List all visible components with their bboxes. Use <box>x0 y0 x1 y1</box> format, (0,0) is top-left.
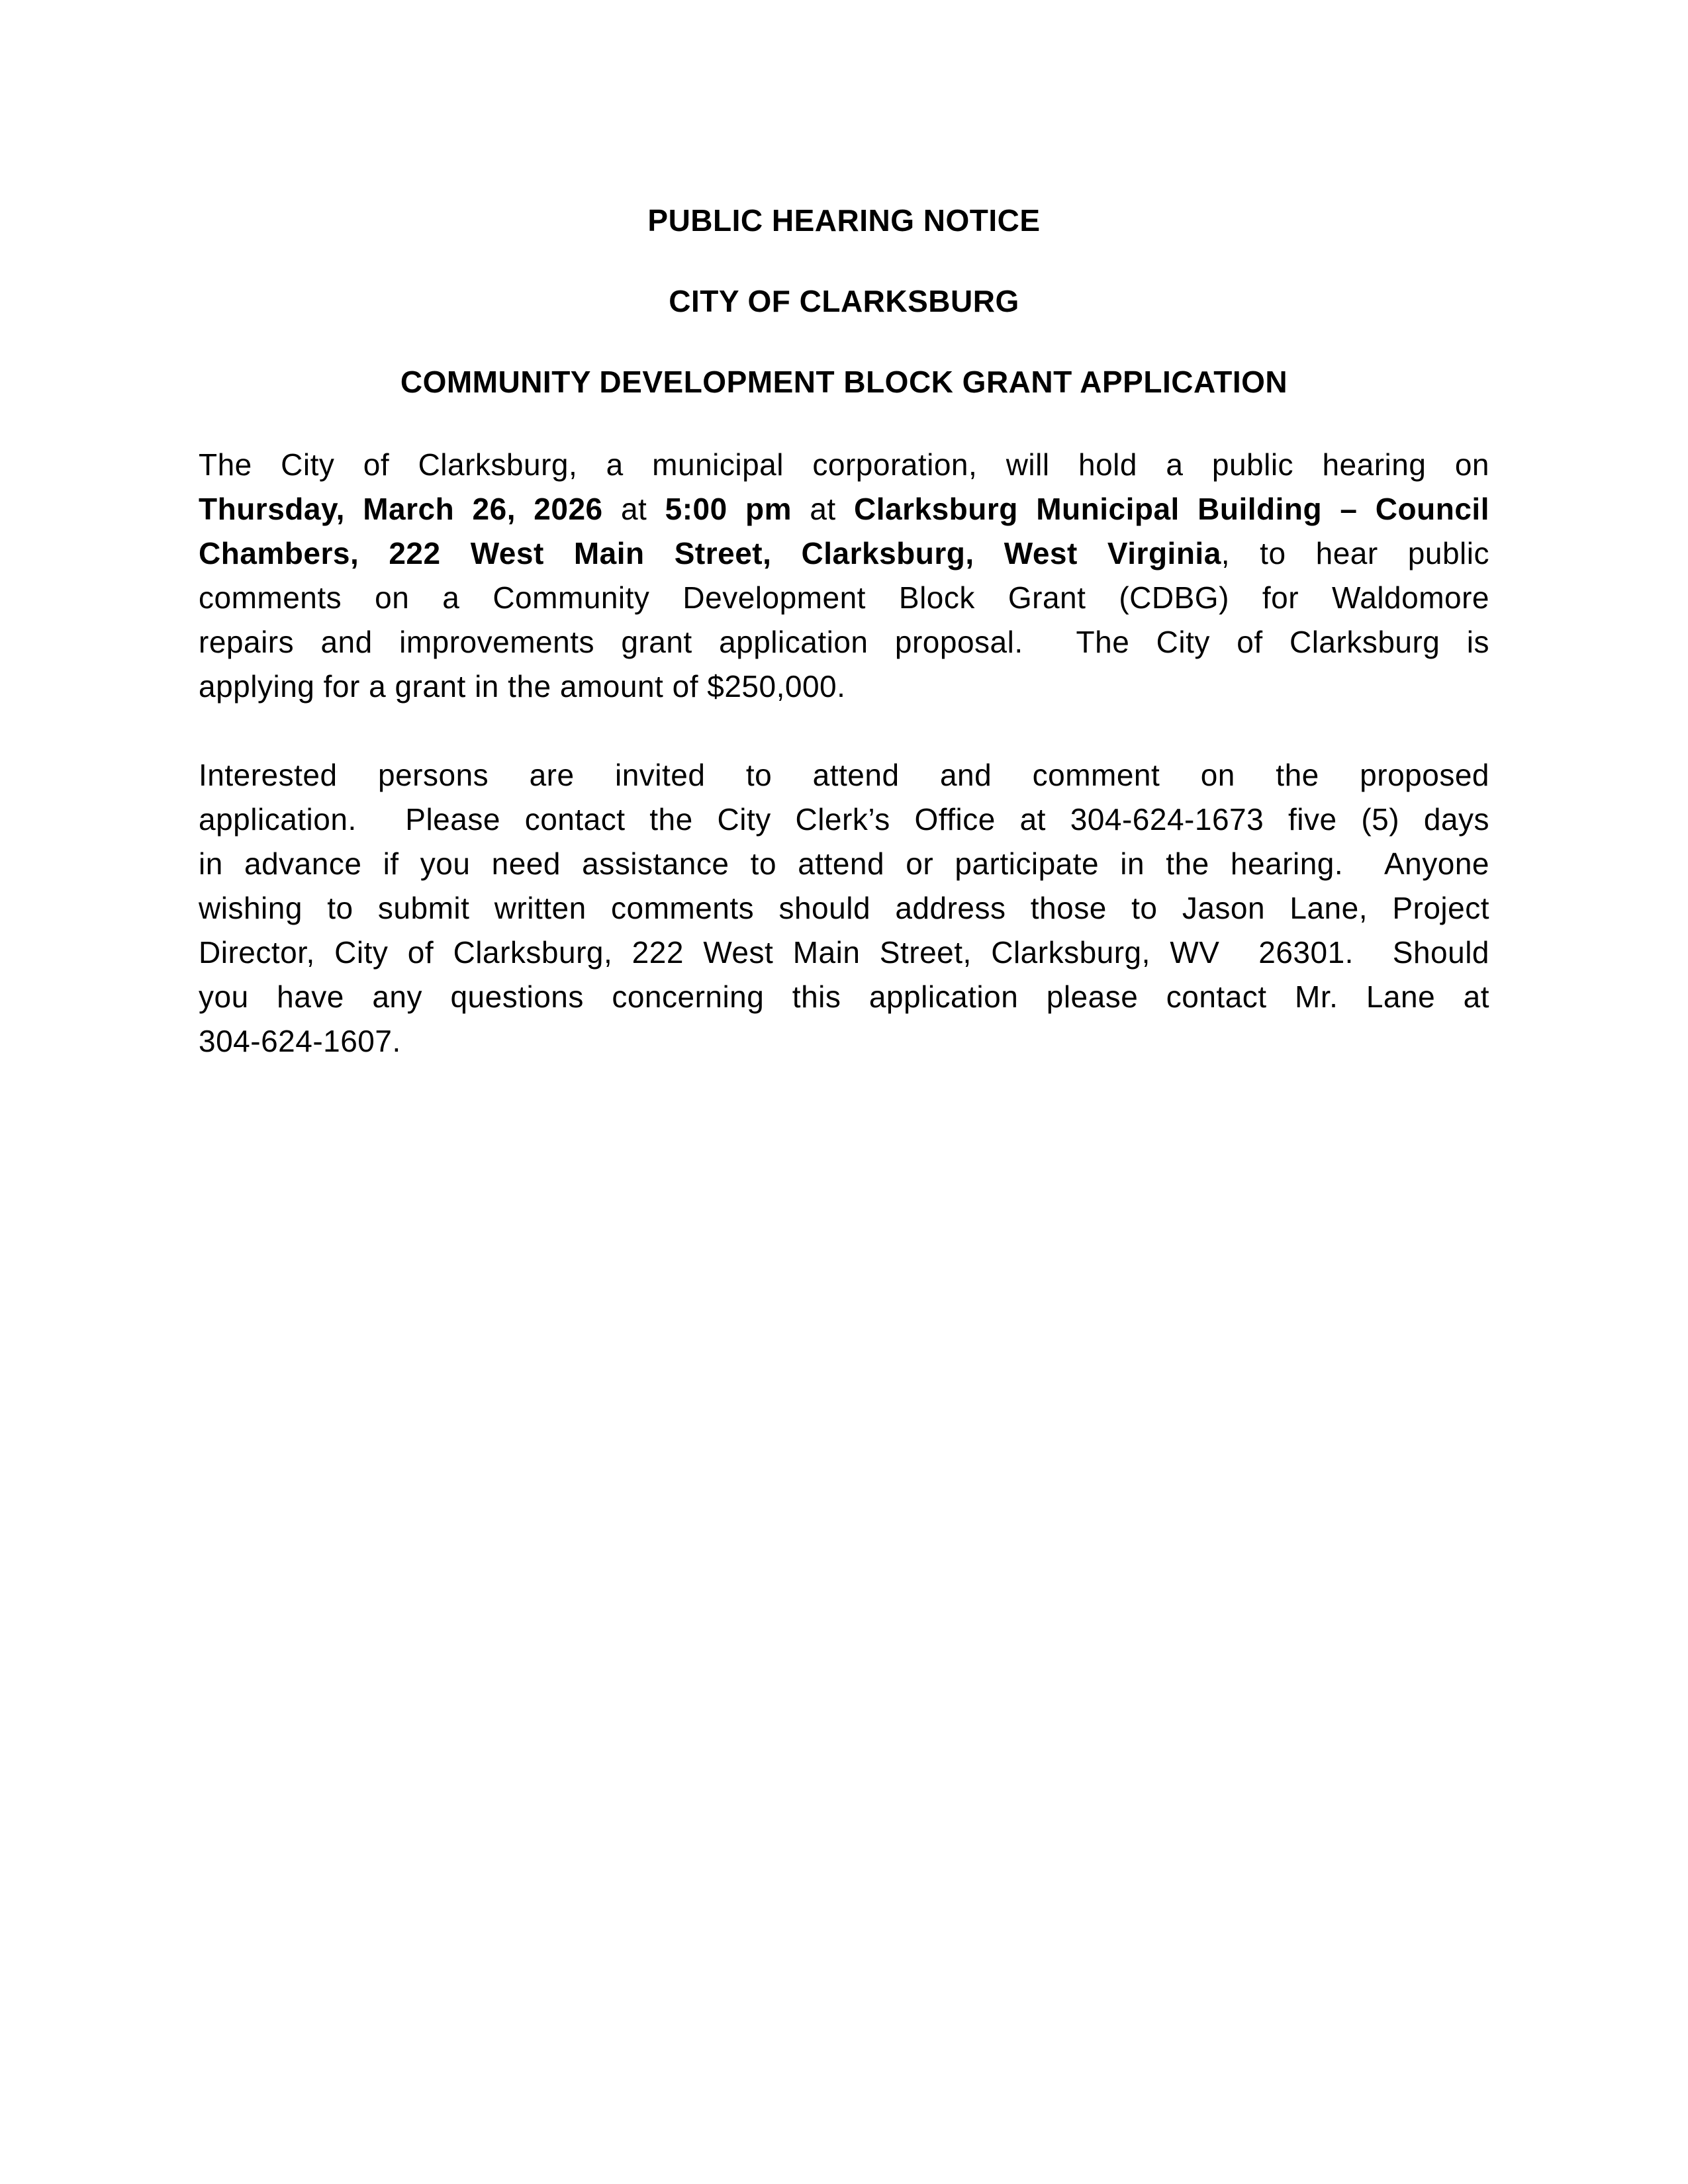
text-run: at <box>602 492 665 526</box>
text-run: application. Please contact the City Clerk’s Office at 304-624-1673 five (5) days <box>199 802 1489 837</box>
text-run: 304-624-1607. <box>199 1024 401 1058</box>
text-line <box>199 931 1489 975</box>
text-run: Interested persons are invited to attend and comment on the proposed <box>199 758 1489 792</box>
text-run: wishing to submit written comments should address those to Jason Lane, Project <box>199 891 1489 925</box>
text-line <box>199 443 1489 487</box>
text-run: at <box>792 492 855 526</box>
text-line <box>199 797 1489 842</box>
text-run: comments on a Community Development Block Grant (CDBG) for Waldomore <box>199 580 1489 615</box>
text-run: , to hear public <box>1221 536 1489 570</box>
text-run: in advance if you need assistance to attend or participate in the hearing. Anyone <box>199 846 1489 881</box>
text-run: repairs and improvements grant application proposal. The City of Clarksburg is <box>199 625 1489 659</box>
notice-body <box>199 443 1489 1064</box>
text-run: The City of Clarksburg, a municipal corporation, will hold a public hearing on <box>199 447 1489 482</box>
text-run: Director, City of Clarksburg, 222 West Main Street, Clarksburg, WV 26301. Should <box>199 935 1489 970</box>
text-line <box>199 886 1489 931</box>
text-run: applying for a grant in the amount of $250,000. <box>199 669 846 704</box>
text-line <box>199 664 1489 709</box>
bold-text-run: 5:00 pm <box>665 492 792 526</box>
text-line <box>199 975 1489 1019</box>
grant-application-title: COMMUNITY DEVELOPMENT BLOCK GRANT APPLICATION <box>400 365 1288 399</box>
bold-text-run: Thursday, March 26, 2026 <box>199 492 603 526</box>
text-line <box>199 576 1489 620</box>
bold-text-run: Chambers, 222 West Main Street, Clarksburg, West Virginia <box>199 536 1221 570</box>
paragraph <box>199 443 1489 709</box>
city-title: CITY OF CLARKSBURG <box>669 284 1019 318</box>
text-line <box>199 620 1489 664</box>
bold-text-run: Clarksburg Municipal Building – Council <box>854 492 1489 526</box>
notice-title: PUBLIC HEARING NOTICE <box>647 203 1041 238</box>
text-line <box>199 753 1489 797</box>
paragraph <box>199 753 1489 1064</box>
text-line <box>199 1019 1489 1064</box>
text-line <box>199 842 1489 886</box>
text-line <box>199 487 1489 531</box>
text-line <box>199 531 1489 576</box>
text-run: you have any questions concerning this application please contact Mr. Lane at <box>199 979 1489 1014</box>
